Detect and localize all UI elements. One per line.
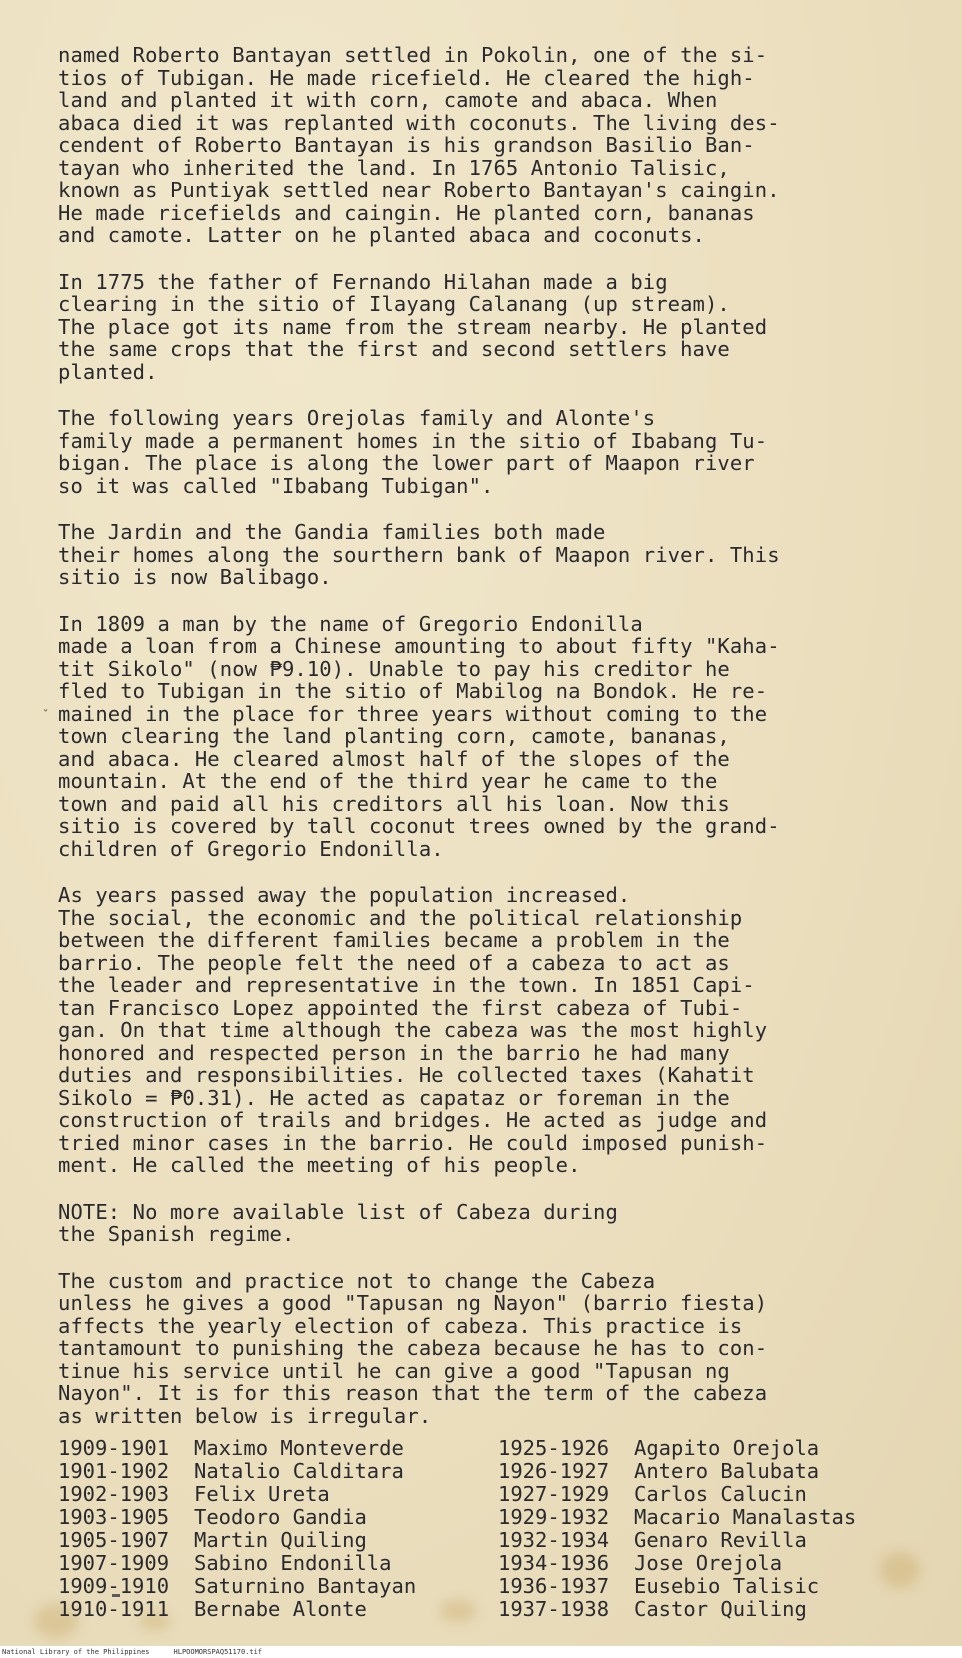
cabeza-name: Felix Ureta bbox=[194, 1482, 330, 1506]
term-years: 1932-1934 bbox=[498, 1528, 610, 1552]
term-years: 1936-1937 bbox=[498, 1574, 610, 1598]
archive-file-id: HLPOOMORSPAQ51170.tif bbox=[173, 1648, 263, 1656]
paragraph: The following years Orejolas family and Alonte's family made a permanent homes in the sitio of Ibabang Tu- bigan. The place is along the lower part of Maapon river so it was called "Ibabang Tubigan". bbox=[58, 406, 768, 498]
term-years: 1925-1926 bbox=[498, 1436, 610, 1460]
cabeza-row bbox=[498, 1529, 898, 1552]
cabeza-row bbox=[58, 1437, 458, 1460]
document-body bbox=[58, 44, 898, 1621]
cabeza-name: Jose Orejola bbox=[634, 1551, 783, 1575]
term-years: 1902-1903 bbox=[58, 1482, 170, 1506]
cabeza-row bbox=[58, 1552, 458, 1575]
cabeza-name: Macario Manalastas bbox=[634, 1505, 857, 1529]
cabeza-name: Antero Balubata bbox=[634, 1459, 820, 1483]
cabeza-name: Teodoro Gandia bbox=[194, 1505, 367, 1529]
paragraph: In 1775 the father of Fernando Hilahan made a big clearing in the sitio of Ilayang Calanang (up stream). The place got its name from the stream nearby. He planted the same crops that the first and second settlers have planted. bbox=[58, 269, 768, 384]
cabeza-row bbox=[498, 1506, 898, 1529]
term-years: 1934-1936 bbox=[498, 1551, 610, 1575]
term-years: 1927-1929 bbox=[498, 1482, 610, 1506]
paragraph: named Roberto Bantayan settled in Pokolin, one of the si- tios of Tubigan. He made ricefield. He cleared the high- land and planted it with corn, camote and abaca. When abaca died it was replanted with coconuts. The living des- cendent of Roberto Bantayan is his grandson Basilio Ban- tayan who inherited the land. In 1765 Antonio Talisic, known as Puntiyak settled near Roberto Bantayan's caingin. He made ricefields and caingin. He planted corn, bananas and camote. Latter on he planted abaca and coconuts. bbox=[58, 43, 780, 247]
cabeza-row bbox=[498, 1483, 898, 1506]
paragraph: As years passed away the population increased. The social, the economic and the political relationship between the different families became a problem in the barrio. The people felt the need of a cabeza to act as the leader and representative in the town. In 1851 Capi- tan Francisco Lopez appointed the first cabeza of Tubi- gan. On that time although the cabeza was the most highly honored and respected person in the barrio he had many duties and responsibilities. He collected taxes (Kahatit Sikolo = ₱0.31). He acted as capataz or foreman in the construction of trails and bridges. He acted as judge and tried minor cases in the barrio. He could imposed punish- ment. He called the meeting of his people. bbox=[58, 883, 768, 1177]
term-years: 1909-1910 bbox=[58, 1574, 170, 1598]
archive-footer bbox=[0, 1646, 962, 1658]
cabeza-row bbox=[498, 1575, 898, 1598]
term-years: 1907-1909 bbox=[58, 1551, 170, 1575]
term-years: 1903-1905 bbox=[58, 1505, 170, 1529]
cabeza-name: Agapito Orejola bbox=[634, 1436, 820, 1460]
archive-source: National Library of the Philippines bbox=[2, 1648, 150, 1656]
cabeza-row bbox=[58, 1460, 458, 1483]
cabeza-name: Bernabe Alonte bbox=[194, 1597, 367, 1621]
cabeza-name: Genaro Revilla bbox=[634, 1528, 807, 1552]
cabeza-name: Natalio Calditara bbox=[194, 1459, 404, 1483]
cabeza-list-right bbox=[458, 1437, 898, 1621]
paragraph: The Jardin and the Gandia families both made their homes along the sourthern bank of Maapon river. This sitio is now Balibago. bbox=[58, 520, 780, 589]
cabeza-row bbox=[58, 1506, 458, 1529]
cabeza-row bbox=[498, 1598, 898, 1621]
cabeza-name: Saturnino Bantayan bbox=[194, 1574, 417, 1598]
paragraph: The custom and practice not to change the Cabeza unless he gives a good "Tapusan ng Nayon" (barrio fiesta) affects the yearly election of cabeza. This practice is tantamount to punishing the cabeza because he has to con- tinue his service until he can give a good "Tapusan ng Nayon". It is for this reason that the term of the cabeza as written below is irregular. bbox=[58, 1268, 768, 1428]
cabeza-name: Maximo Monteverde bbox=[194, 1436, 404, 1460]
cabeza-row bbox=[498, 1437, 898, 1460]
term-years: 1926-1927 bbox=[498, 1459, 610, 1483]
cabeza-name: Carlos Calucin bbox=[634, 1482, 807, 1506]
cabeza-row bbox=[58, 1598, 458, 1621]
cabeza-name: Sabino Endonilla bbox=[194, 1551, 392, 1575]
cabeza-list-left bbox=[58, 1437, 458, 1621]
term-years: 1937-1938 bbox=[498, 1597, 610, 1621]
cabeza-row bbox=[58, 1529, 458, 1552]
cabeza-list bbox=[58, 1437, 898, 1621]
cabeza-row bbox=[58, 1483, 458, 1506]
term-years: 1910-1911 bbox=[58, 1597, 170, 1621]
cabeza-row bbox=[58, 1575, 458, 1598]
term-years: 1905-1907 bbox=[58, 1528, 170, 1552]
cabeza-row bbox=[498, 1460, 898, 1483]
ink-tick: ˇ bbox=[42, 708, 50, 722]
cabeza-name: Martin Quiling bbox=[194, 1528, 367, 1552]
term-years: 1929-1932 bbox=[498, 1505, 610, 1529]
term-years: 1909-1901 bbox=[58, 1436, 170, 1460]
cabeza-name: Castor Quiling bbox=[634, 1597, 807, 1621]
cabeza-name: Eusebio Talisic bbox=[634, 1574, 820, 1598]
paragraph: In 1809 a man by the name of Gregorio Endonilla made a loan from a Chinese amounting to about fifty "Kaha- tit Sikolo" (now ₱9.10). Unable to pay his creditor he fled to Tubigan in the sitio of Mabilog na Bondok. He re- mained in the place for three years without coming to the town clearing the land planting corn, camote, bananas, and abaca. He cleared almost half of the slopes of the mountain. At the end of the third year he came to the town and paid all his creditors all his loan. Now this sitio is covered by tall coconut trees owned by the grand- children of Gregorio Endonilla. bbox=[58, 611, 780, 861]
term-years: 1901-1902 bbox=[58, 1459, 170, 1483]
note-paragraph: NOTE: No more available list of Cabeza during the Spanish regime. bbox=[58, 1199, 618, 1246]
cabeza-row bbox=[498, 1552, 898, 1575]
